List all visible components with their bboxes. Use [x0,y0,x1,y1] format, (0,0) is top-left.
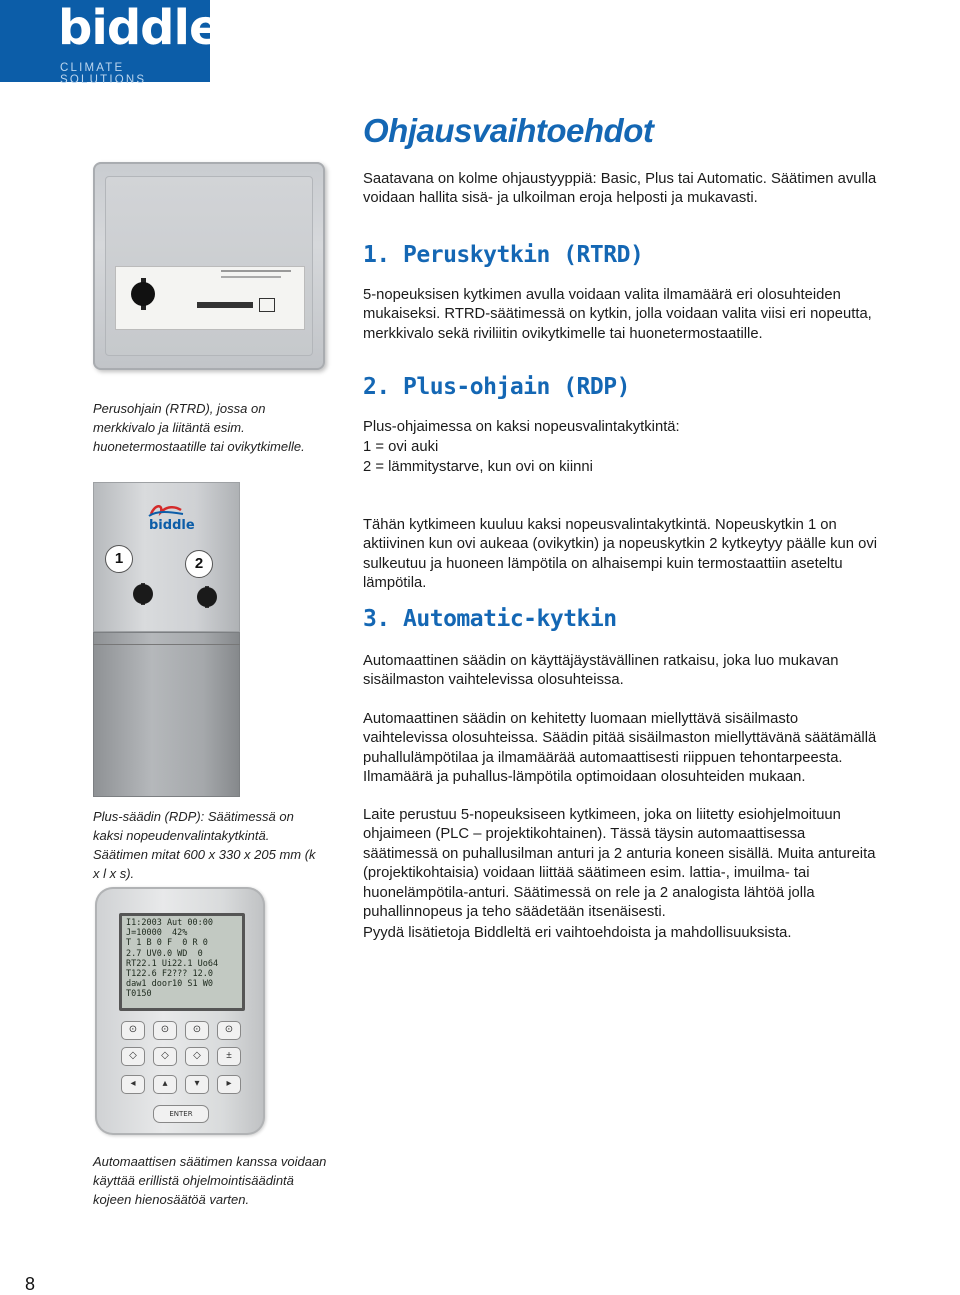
arrow-down-icon: ▾ [185,1075,209,1094]
key-3-icon: ⊙ [185,1021,209,1040]
arrow-left-icon: ◂ [121,1075,145,1094]
caption-rdp: Plus-säädin (RDP): Säätimessä on kaksi nopeudenvalintakytkintä. Säätimen mitat 600 x 330 x 205 mm (k x l x s). [93,809,316,881]
caption-rtrd: Perusohjain (RTRD), jossa on merkkivalo ja liitäntä esim. huonetermostaatille tai ovikytkimelle. [93,401,305,454]
section-1-heading: 1. Peruskytkin (RTRD) [363,242,644,268]
knob-2-icon [197,587,217,607]
key-plus-minus-icon: ± [217,1047,241,1066]
biddle-swirl-icon [145,502,185,518]
lcd-screen [119,913,245,1011]
device-brand: biddle [149,518,195,533]
speed-knob-icon [131,282,155,306]
section-2-text: Tähän kytkimeen kuuluu kaksi nopeusvalintakytkintä. Nopeuskytkin 1 on aktiivinen kun ovi aukeaa (ovikytkin) ja nopeuskytkin 2 kytkeytyy päälle kun ovi sulkeutuu ja huoneen lämpötila on alhaisempi kuin termostaattiin aseteltu lämpötila. [363,517,878,592]
knob-1-label: 1 [105,545,133,573]
knob-1-icon [133,584,153,604]
biddle-logo [0,0,221,86]
section-3-text-1: Automaattinen säädin on käyttäjäystävällinen ratkaisu, joka luo mukavan sisäilmaston vaihtelevissa olosuhteissa. [363,653,839,689]
arrow-up-icon: ▴ [153,1075,177,1094]
knob-2-label: 2 [185,550,213,578]
arrow-right-icon: ▸ [217,1075,241,1094]
key-7-icon: ◇ [185,1047,209,1066]
section-2-line-2: 1 = ovi auki [363,439,439,455]
logo-tagline: CLIMATE SOLUTIONS [60,62,147,86]
page-title: Ohjausvaihtoehdot [363,112,654,149]
intro-text: Saatavana on kolme ohjaustyyppiä: Basic, Plus tai Automatic. Säätimen avulla voidaan hallita sisä- ja ulkoilman eroja helposti ja mukavasti. [363,171,877,207]
page-number: 8 [25,1274,36,1294]
section-3-text-4: Pyydä lisätietoja Biddleltä eri vaihtoehdoista ja mahdollisuuksista. [363,925,792,941]
logo-wordmark: biddle [58,0,221,56]
section-1-text: 5-nopeuksisen kytkimen avulla voidaan valita ilmamäärä eri olosuhteiden mukaiseksi. RTRD-säätimessä on kytkin, jolla voidaan valita viisi eri nopeutta, merkkivalo sekä riviliitin ovikytkimelle tai huonetermostaatille. [363,287,872,342]
key-5-icon: ◇ [121,1047,145,1066]
section-2-heading: 2. Plus-ohjain (RDP) [363,374,630,400]
section-3-text-3: Laite perustuu 5-nopeuksiseen kytkimeen, joka on liitetty esiohjelmoituun ohjaimeen (PLC – projektikohtainen). Tässä täysin automaattisessa säätimessä on puhallusilman anturi ja 2 anturia koneen sisällä. Muita antureita (projektikohtaisia) voidaan liittää säätimeen esim. lattia-, imuilma- tai huonelämpötila-anturi. Säätimessä on rele ja 2 analogista lähtöä jolla puhallinnopeus ja teho säädetään itsenäisesti. [363,807,876,921]
caption-auto: Automaattisen säätimen kanssa voidaan käyttää erillistä ohjelmointisäädintä kojeen hienosäätöä varten. [93,1154,327,1207]
key-6-icon: ◇ [153,1047,177,1066]
rdp-controller-image [93,482,240,797]
section-3-heading: 3. Automatic-kytkin [363,606,617,632]
section-2-line-3: 2 = lämmitystarve, kun ovi on kiinni [363,459,593,475]
enter-key: ENTER [153,1105,209,1123]
section-3-text-2: Automaattinen säädin on kehitetty luomaan miellyttävä sisäilmasto vaihtelevissa olosuhteissa. Säädin pitää sisäilmaston miellyttävänä säätämällä puhallulämpötilaa ja ilmamäärää automaattisesti riippuen tehontarpeesta. Ilmamäärä ja puhallus-lämpötila optimoidaan olosuhteiden mukaan. [363,711,877,786]
key-2-icon: ⊙ [153,1021,177,1040]
automatic-controller-image [95,887,265,1135]
key-4-icon: ⊙ [217,1021,241,1040]
rtrd-controller-image [93,162,325,370]
key-1-icon: ⊙ [121,1021,145,1040]
section-2-line-1: Plus-ohjaimessa on kaksi nopeusvalintakytkintä: [363,419,680,435]
lcd-text: I1:2003 Aut 00:00 J=10000 42% T 1 B 0 F 0 R 0 2.7 UV0.0 WD 0 RT22.1 Ui22.1 Uo64 T122.6 F2??? 12.0 daw1 door10 S1 W0 T0150 [126,918,219,1000]
